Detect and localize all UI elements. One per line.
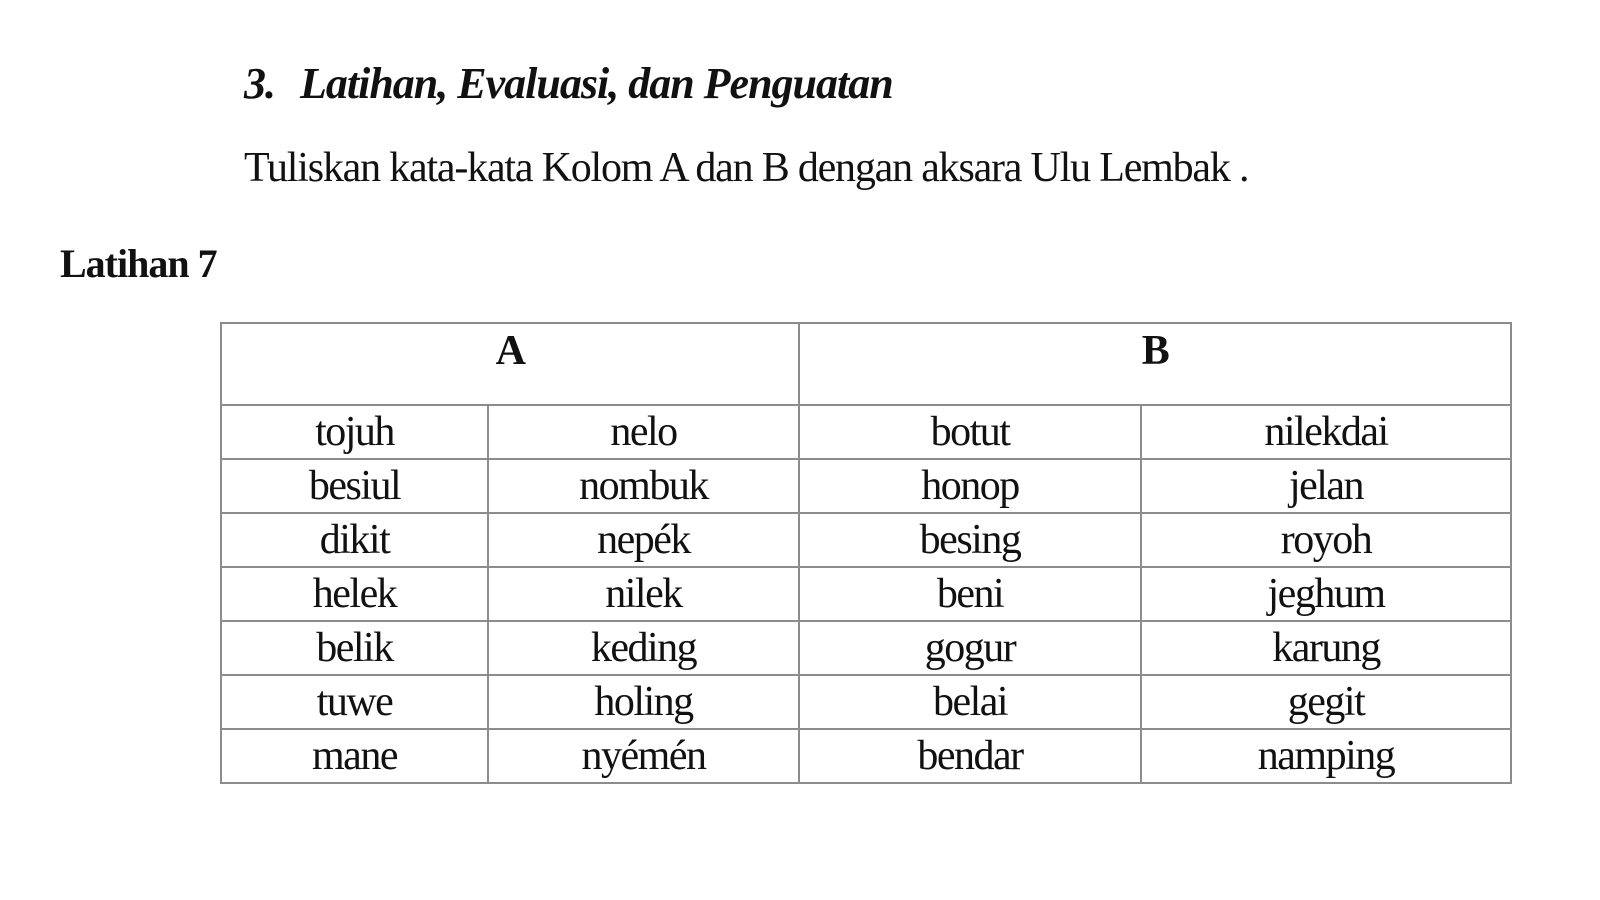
table-row [221, 513, 1511, 567]
table-cell: belai [799, 675, 1141, 729]
table-cell: keding [488, 621, 799, 675]
table-row [221, 675, 1511, 729]
table-cell: botut [799, 405, 1141, 459]
table-row [221, 459, 1511, 513]
table-header-row [221, 323, 1511, 405]
table-cell: dikit [221, 513, 488, 567]
table-cell: honop [799, 459, 1141, 513]
table-cell: namping [1141, 729, 1511, 783]
table-cell: nilek [488, 567, 799, 621]
column-header-a: A [221, 323, 799, 405]
word-table [220, 322, 1512, 784]
table-cell: helek [221, 567, 488, 621]
table-row [221, 729, 1511, 783]
table-cell: nelo [488, 405, 799, 459]
table-cell: belik [221, 621, 488, 675]
table-row [221, 405, 1511, 459]
section-title: Latihan, Evaluasi, dan Penguatan [300, 59, 893, 108]
table-row [221, 621, 1511, 675]
table-row [221, 567, 1511, 621]
table-cell: besing [799, 513, 1141, 567]
section-number: 3. [244, 59, 275, 108]
table-cell: nepék [488, 513, 799, 567]
column-header-b: B [799, 323, 1511, 405]
table-cell: nilekdai [1141, 405, 1511, 459]
table-cell: nombuk [488, 459, 799, 513]
exercise-title: Latihan 7 [60, 241, 217, 286]
table-cell: beni [799, 567, 1141, 621]
table-cell: mane [221, 729, 488, 783]
section-heading [244, 58, 893, 109]
table-cell: jelan [1141, 459, 1511, 513]
table-cell: tuwe [221, 675, 488, 729]
table-cell: bendar [799, 729, 1141, 783]
table-cell: royoh [1141, 513, 1511, 567]
table-cell: tojuh [221, 405, 488, 459]
table-cell: jeghum [1141, 567, 1511, 621]
table-cell: besiul [221, 459, 488, 513]
table-cell: nyémén [488, 729, 799, 783]
table-cell: karung [1141, 621, 1511, 675]
table-cell: gegit [1141, 675, 1511, 729]
instruction-text: Tuliskan kata-kata Kolom A dan B dengan aksara Ulu Lembak . [244, 145, 1249, 191]
table-cell: gogur [799, 621, 1141, 675]
table-cell: holing [488, 675, 799, 729]
